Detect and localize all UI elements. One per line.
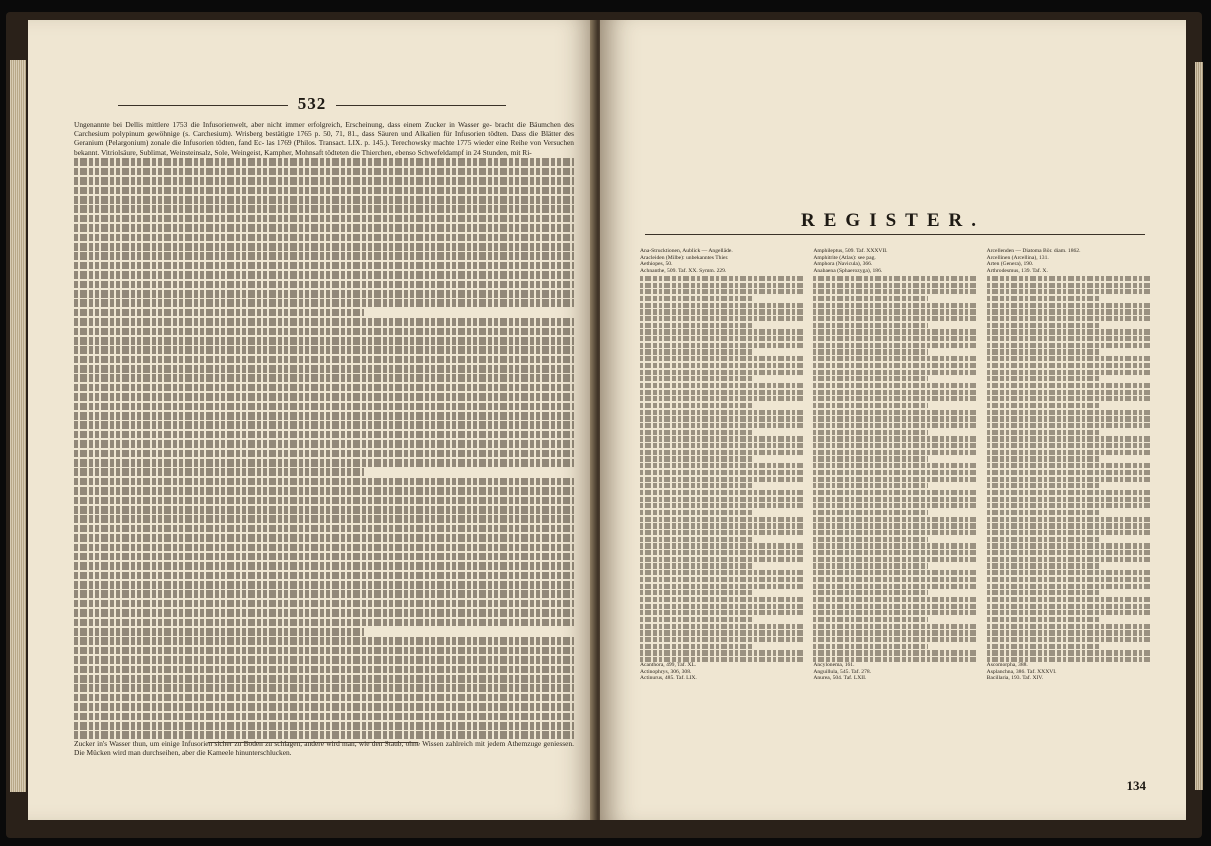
text-line-filler (813, 363, 976, 368)
register-entry: Amphitrite (Atlas): see pag. (813, 254, 876, 261)
column-filler (987, 276, 1150, 662)
text-line-filler (640, 510, 754, 515)
text-line-filler (813, 590, 927, 595)
text-line-filler (813, 557, 976, 562)
text-line-filler (987, 517, 1150, 522)
text-line-filler (640, 584, 803, 589)
register-entry: Bacillaria, 193. Taf. XIV. (986, 675, 1044, 682)
register-entry: Actinurus, 485. Taf. LIX. (640, 675, 697, 682)
left-line: las 1769 (Philos. Transact. LIX. p. 145.). Terechowsky machte 1775 wieder eine Reihe von Versuchen bekannt. Vitriolsäure, (74, 138, 574, 157)
text-line-filler (74, 590, 574, 598)
text-line-filler (813, 477, 976, 482)
text-line-filler (987, 584, 1150, 589)
text-line-filler (640, 483, 754, 488)
text-line-filler (987, 590, 1101, 595)
text-line-filler (74, 290, 574, 298)
text-line-filler (640, 530, 803, 535)
text-line-filler (987, 376, 1101, 381)
text-line-filler (74, 731, 574, 739)
text-line-filler (813, 490, 976, 495)
text-line-filler (987, 503, 1150, 508)
left-line: Sublimat, Weinsteinsalz, Sole, Weingeist, Kampher, Mohnsaft tödteten die Thierchen, ebenso Schwefeldampf in 24 Stunden, mit Ri- (139, 147, 532, 157)
left-bottom-rule (208, 742, 418, 743)
text-line-filler (74, 713, 574, 721)
text-line-filler (987, 543, 1150, 548)
text-line-filler (813, 370, 976, 375)
text-line-filler (74, 600, 574, 608)
text-line-filler (813, 456, 927, 461)
text-line-filler (640, 550, 803, 555)
register-entry: Amphileptus, 509. Taf. XXXVII. (813, 248, 888, 254)
text-line-filler (813, 309, 976, 314)
text-line-filler (987, 463, 1150, 468)
text-line-filler (640, 383, 803, 388)
text-line-filler (813, 550, 976, 555)
text-line-filler (813, 283, 976, 288)
text-line-filler (813, 463, 976, 468)
text-line-filler (987, 630, 1150, 635)
text-line-filler (74, 252, 574, 260)
text-line-filler (987, 370, 1150, 375)
text-line-filler (74, 722, 574, 730)
register-entry: Ana-Strucktionen, Aublick — Angelläde. (640, 248, 733, 254)
text-line-filler (74, 450, 574, 458)
text-line-filler (74, 666, 574, 674)
text-line-filler (813, 410, 976, 415)
text-line-filler (813, 296, 927, 301)
text-line-filler (813, 617, 927, 622)
text-line-filler (987, 610, 1150, 615)
text-line-filler (74, 412, 574, 420)
text-line-filler (813, 323, 927, 328)
text-line-filler (813, 396, 976, 401)
text-line-filler (74, 628, 364, 636)
text-line-filler (74, 196, 574, 204)
text-line-filler (640, 289, 803, 294)
text-line-filler (640, 436, 803, 441)
text-line-filler (813, 383, 976, 388)
column-filler (640, 276, 803, 662)
text-line-filler (987, 563, 1101, 568)
text-line-filler (74, 365, 574, 373)
text-line-filler (987, 283, 1150, 288)
text-line-filler (640, 329, 803, 334)
text-line-filler (987, 289, 1150, 294)
text-line-filler (640, 617, 754, 622)
text-line-filler (640, 503, 803, 508)
text-line-filler (813, 624, 976, 629)
text-line-filler (74, 525, 574, 533)
text-line-filler (813, 604, 976, 609)
text-line-filler (987, 309, 1150, 314)
text-line-filler (640, 557, 803, 562)
text-line-filler (640, 650, 803, 655)
text-line-filler (640, 477, 803, 482)
text-line-filler (640, 316, 803, 321)
text-line-filler (987, 617, 1101, 622)
text-line-filler (74, 515, 574, 523)
register-entry: Arten (Genera), 190. (986, 261, 1034, 268)
register-entry: Acanthora, 499, Taf. XL. (640, 662, 697, 669)
register-entry: Aethiopes, 50. (640, 261, 673, 268)
text-line-filler (813, 376, 927, 381)
text-line-filler (74, 684, 574, 692)
text-line-filler (74, 299, 574, 307)
left-page-number: 532 (28, 94, 596, 114)
text-line-filler (987, 390, 1150, 395)
text-line-filler (987, 604, 1150, 609)
text-line-filler (640, 450, 803, 455)
text-line-filler (813, 650, 976, 655)
text-line-filler (74, 177, 574, 185)
text-line-filler (813, 343, 976, 348)
text-line-filler (74, 403, 574, 411)
text-line-filler (74, 309, 364, 317)
text-line-filler (74, 271, 574, 279)
text-line-filler (813, 543, 976, 548)
text-line-filler (74, 619, 574, 627)
text-line-filler (74, 459, 574, 467)
text-line-filler (74, 647, 574, 655)
text-line-filler (640, 309, 803, 314)
text-line-filler (813, 450, 976, 455)
text-line-filler (74, 553, 574, 561)
right-page (600, 20, 1186, 820)
text-line-filler (640, 430, 754, 435)
text-line-filler (813, 403, 927, 408)
text-line-filler (74, 534, 574, 542)
text-line-filler (987, 477, 1150, 482)
register-column-2 (813, 248, 976, 768)
text-line-filler (640, 416, 803, 421)
text-line-filler (987, 523, 1150, 528)
left-line: Zucker in's Wasser thun, um einige Infusorien sicher zu Boden zu schlagen, andere wird man, wie den Staub, ohne Wissen zahlreich (74, 738, 473, 748)
text-line-filler (74, 694, 574, 702)
text-line-filler (813, 563, 927, 568)
title-rule (645, 234, 1145, 235)
text-line-filler (987, 657, 1150, 662)
text-line-filler (640, 490, 803, 495)
text-line-filler (640, 590, 754, 595)
text-line-filler (74, 393, 574, 401)
text-line-filler (74, 374, 574, 382)
register-columns (640, 248, 1150, 768)
text-line-filler (74, 356, 574, 364)
text-line-filler (74, 440, 574, 448)
register-entry: Anurea, 504. Taf. LXII. (813, 675, 867, 682)
text-line-filler (74, 328, 574, 336)
column-filler (813, 276, 976, 662)
text-line-filler (813, 503, 976, 508)
text-line-filler (987, 456, 1101, 461)
text-line-filler (74, 215, 574, 223)
text-line-filler (987, 443, 1150, 448)
text-line-filler (987, 349, 1101, 354)
text-line-filler (813, 470, 976, 475)
text-line-filler (813, 657, 976, 662)
text-line-filler (813, 497, 976, 502)
text-line-filler (813, 530, 976, 535)
text-line-filler (813, 276, 976, 281)
text-line-filler (640, 577, 803, 582)
text-line-filler (74, 431, 574, 439)
text-line-filler (987, 316, 1150, 321)
text-line-filler (813, 356, 976, 361)
text-line-filler (640, 644, 754, 649)
text-line-filler (987, 296, 1101, 301)
text-line-filler (813, 610, 976, 615)
text-line-filler (640, 283, 803, 288)
text-line-filler (640, 563, 754, 568)
text-line-filler (640, 543, 803, 548)
text-line-filler (987, 650, 1150, 655)
text-line-filler (813, 349, 927, 354)
text-line-filler (640, 423, 803, 428)
register-entry: Anguillula, 545. Taf. 278. (813, 668, 872, 675)
text-line-filler (74, 487, 574, 495)
text-line-filler (74, 187, 574, 195)
text-line-filler (640, 497, 803, 502)
text-line-filler (987, 530, 1150, 535)
text-line-filler (987, 303, 1150, 308)
text-line-filler (813, 597, 976, 602)
register-entry: Amphora (Navicula), 366. (813, 261, 873, 268)
text-line-filler (987, 363, 1150, 368)
left-line: bracht die Bäumchen des Carchesium polypinum gewöhnige (s. Carchesium). Wrisberg bestätigte 1765 p. 50, 71, 81., dass (74, 120, 574, 139)
text-line-filler (74, 609, 574, 617)
text-line-filler (813, 289, 976, 294)
text-line-filler (987, 577, 1150, 582)
text-line-filler (74, 497, 574, 505)
text-line-filler (74, 384, 574, 392)
text-line-filler (74, 675, 574, 683)
text-line-filler (987, 470, 1150, 475)
text-line-filler (640, 276, 803, 281)
text-line-filler (74, 262, 574, 270)
text-line-filler (74, 205, 574, 213)
text-line-filler (987, 644, 1101, 649)
text-line-filler (640, 637, 803, 642)
text-line-filler (813, 570, 976, 575)
text-line-filler (74, 544, 574, 552)
register-column-3 (987, 248, 1150, 768)
text-line-filler (74, 168, 574, 176)
register-entry: Anabaena (Sphaerozyga), 186. (813, 267, 883, 274)
text-line-filler (987, 483, 1101, 488)
text-line-filler (640, 363, 803, 368)
text-line-filler (74, 572, 574, 580)
text-line-filler (74, 318, 574, 326)
text-line-filler (987, 336, 1150, 341)
text-line-filler (74, 281, 574, 289)
text-line-filler (640, 537, 754, 542)
text-line-filler (640, 597, 803, 602)
text-line-filler (987, 637, 1150, 642)
page-edges-right (1195, 62, 1203, 790)
text-line-filler (640, 403, 754, 408)
text-line-filler (640, 456, 754, 461)
register-entry: Ancylonema, 161. (813, 662, 855, 669)
text-line-filler (987, 490, 1150, 495)
text-line-filler (813, 430, 927, 435)
text-line-filler (640, 630, 803, 635)
register-entry: Arthrodesmus, 139. Taf. X. (986, 267, 1048, 274)
text-line-filler (987, 383, 1150, 388)
text-line-filler (640, 296, 754, 301)
left-page (28, 20, 596, 820)
register-entry: Ascomorpha, 388. (986, 662, 1028, 669)
text-line-filler (640, 356, 803, 361)
register-entry: Asplanchna, 386. Taf. XXXVI. (986, 668, 1057, 675)
text-line-filler (74, 243, 574, 251)
text-line-filler (987, 356, 1150, 361)
text-line-filler (74, 581, 574, 589)
right-page-number: 134 (1126, 778, 1146, 793)
text-line-filler (640, 410, 803, 415)
text-line-filler (987, 550, 1150, 555)
text-line-filler (640, 343, 803, 348)
text-line-filler (987, 450, 1150, 455)
text-line-filler (987, 597, 1150, 602)
text-line-filler (74, 637, 574, 645)
text-line-filler (813, 329, 976, 334)
text-line-filler (640, 370, 803, 375)
register-title: REGISTER. (801, 210, 985, 231)
text-line-filler (640, 657, 803, 662)
text-line-filler (987, 423, 1150, 428)
text-line-filler (987, 436, 1150, 441)
text-line-filler (813, 510, 927, 515)
text-line-filler (813, 443, 976, 448)
register-entry: Arcellenden — Diatoma Bör. diam. 1862. (986, 248, 1081, 254)
text-line-filler (640, 390, 803, 395)
register-entry: Achnanthe, 509. Taf. XX. Symm. 229. (640, 267, 727, 274)
text-line-filler (74, 421, 574, 429)
left-page-body (74, 120, 575, 758)
text-line-filler (813, 517, 976, 522)
left-line: Ungenannte bei Dellis mittlere 1753 die Infusorienwelt, aber nicht immer erfolgreich, Erscheinung, dass einem Zucker in Wasser ge- (74, 120, 492, 129)
text-line-filler (813, 577, 976, 582)
left-line: Säuren und Alkalien für Infusorien tödten. Dass die Blätter des Geranium (Pelargonium) zonale die Infusorien tödten, fand Ec- (74, 129, 575, 148)
text-line-filler (813, 584, 976, 589)
register-entry: Aracleiden (Milbe): unbekanntes Thier. (640, 254, 729, 261)
text-line-filler (813, 523, 976, 528)
register-entry: Actinophrys, 306, 308. (640, 668, 692, 675)
text-line-filler (987, 396, 1150, 401)
text-line-filler (74, 703, 574, 711)
text-line-filler (813, 416, 976, 421)
text-line-filler (813, 537, 927, 542)
text-line-filler (640, 376, 754, 381)
text-line-filler (640, 443, 803, 448)
text-line-filler (640, 470, 803, 475)
text-line-filler (640, 303, 803, 308)
text-line-filler (640, 396, 803, 401)
text-line-filler (813, 316, 976, 321)
text-line-filler (74, 468, 364, 476)
text-line-filler (987, 276, 1150, 281)
text-line-filler (987, 403, 1101, 408)
text-line-filler (987, 430, 1101, 435)
text-line-filler (813, 483, 927, 488)
page-edges-left (10, 60, 26, 792)
text-line-filler (987, 323, 1101, 328)
text-line-filler (987, 557, 1150, 562)
text-line-filler (813, 630, 976, 635)
left-line: mit jedem Athemzuge geniessen. Die Mücken wird man durchseihen, aber die Kameele hinunterschlucken. (74, 738, 574, 758)
register-entry: Arcellinen (Arcellina), 131. (986, 254, 1049, 261)
text-line-filler (74, 337, 574, 345)
text-line-filler (640, 610, 803, 615)
text-line-filler (74, 224, 574, 232)
text-line-filler (987, 416, 1150, 421)
text-line-filler (813, 637, 976, 642)
text-line-filler (813, 336, 976, 341)
text-line-filler (74, 478, 574, 486)
text-line-filler (640, 336, 803, 341)
text-line-filler (74, 562, 574, 570)
text-line-filler (987, 537, 1101, 542)
text-line-filler (813, 423, 976, 428)
text-line-filler (640, 349, 754, 354)
left-body-filler (74, 158, 574, 738)
text-line-filler (640, 624, 803, 629)
text-line-filler (640, 604, 803, 609)
text-line-filler (813, 644, 927, 649)
text-line-filler (74, 506, 574, 514)
text-line-filler (640, 517, 803, 522)
text-line-filler (987, 329, 1150, 334)
text-line-filler (640, 570, 803, 575)
text-line-filler (640, 463, 803, 468)
text-line-filler (74, 158, 574, 166)
text-line-filler (987, 497, 1150, 502)
text-line-filler (640, 523, 803, 528)
text-line-filler (813, 436, 976, 441)
text-line-filler (813, 390, 976, 395)
text-line-filler (74, 346, 574, 354)
text-line-filler (74, 656, 574, 664)
text-line-filler (813, 303, 976, 308)
text-line-filler (987, 510, 1101, 515)
text-line-filler (74, 234, 574, 242)
register-column-1 (640, 248, 803, 768)
text-line-filler (640, 323, 754, 328)
text-line-filler (987, 343, 1150, 348)
text-line-filler (987, 624, 1150, 629)
text-line-filler (987, 570, 1150, 575)
text-line-filler (987, 410, 1150, 415)
